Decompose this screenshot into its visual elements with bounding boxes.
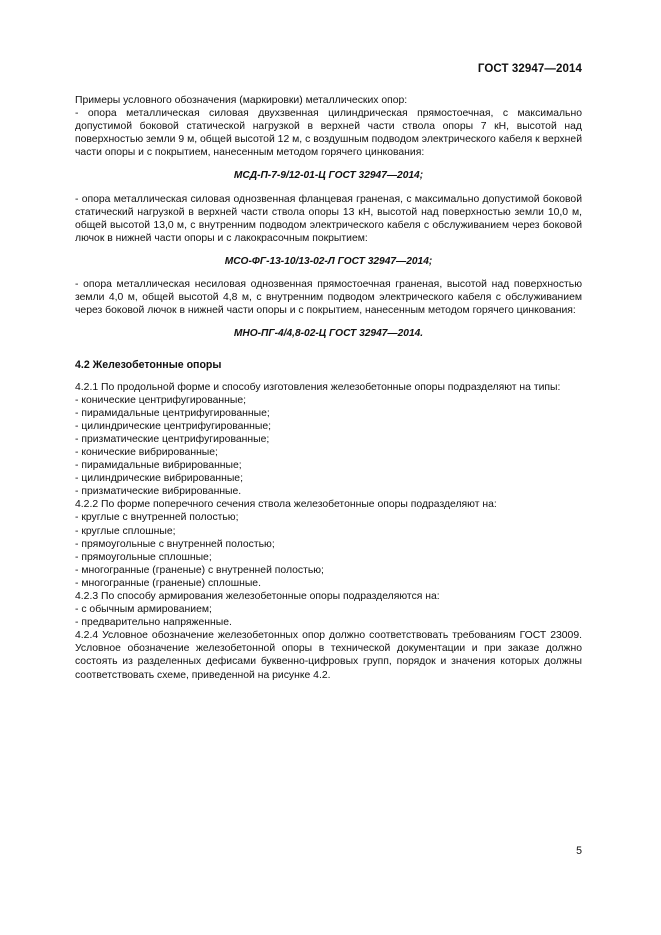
list-item: - многогранные (граненые) с внутренней полостью; — [75, 564, 324, 576]
paragraph-4-2-2: 4.2.2 По форме поперечного сечения ствола железобетонные опоры подразделяют на: — [75, 499, 497, 511]
body-text — [75, 94, 582, 682]
types-list — [75, 394, 582, 499]
paragraph-4-2-4: 4.2.4 Условное обозначение железобетонных опор должно соответствовать требованиям ГОСТ 23009. Условное обозначение железобетонной опоры в технической документации и при заказе должно состоять из разделенных дефисами буквенно-цифровых групп, порядок и значения которых должны соответствовать схеме, приведенной на рисунке 4.2. — [75, 630, 582, 681]
list-item: - цилиндрические вибрированные; — [75, 473, 243, 485]
list-item: - конические вибрированные; — [75, 446, 218, 458]
list-item: - призматические вибрированные. — [75, 486, 242, 498]
sections-list — [75, 511, 582, 590]
list-item: - предварительно напряженные. — [75, 617, 232, 629]
paragraph-4-2-1: 4.2.1 По продольной форме и способу изготовления железобетонные опоры подразделяют на типы: — [75, 381, 561, 393]
list-item: - с обычным армированием; — [75, 604, 212, 616]
list-item: - многогранные (граненые) сплошные. — [75, 577, 261, 589]
metal-example-2: - опора металлическая силовая однозвенная фланцевая граненая, с максимально допустимой боковой статический нагрузкой в верхней части ствола опоры 13 кН, высотой над поверхностью земли 10,0 м, общей высотой 13,0 м, с внутренним подводом электрического кабеля с обслуживанием через боковой лючок в нижней части опоры и с лакокрасочным покрытием: — [75, 193, 582, 244]
list-item: - пирамидальные вибрированные; — [75, 460, 242, 472]
metal-code-2: МСО-ФГ-13-10/13-02-Л ГОСТ 32947—2014; — [224, 255, 433, 267]
list-item: - цилиндрические центрифугированные; — [75, 420, 272, 432]
list-item: - круглые сплошные; — [75, 525, 176, 537]
page-number: 5 — [576, 845, 582, 857]
metal-example-1: - опора металлическая силовая двухзвенная цилиндрическая прямостоечная, с максимально допустимой боковой статической нагрузкой в верхней части ствола опоры 7 кН, высотой над поверхностью земли 9 м, общей высотой 12 м, с воздушным подводом электрического кабеля к верхней части опоры и с покрытием, нанесенным методом горячего цинкования: — [75, 108, 582, 159]
metal-intro: Примеры условного обозначения (маркировки) металлических опор: — [75, 95, 408, 106]
list-item: - прямоугольные сплошные; — [75, 551, 212, 563]
standard-code-header: ГОСТ 32947—2014 — [477, 63, 582, 75]
metal-code-1: МСД-П-7-9/12-01-Ц ГОСТ 32947—2014; — [233, 170, 424, 182]
metal-code-3: МНО-ПГ-4/4,8-02-Ц ГОСТ 32947—2014. — [233, 328, 424, 340]
section-title-4-2: 4.2 Железобетонные опоры — [75, 359, 222, 372]
list-item: - призматические центрифугированные; — [75, 433, 270, 445]
list-item: - прямоугольные с внутренней полостью; — [75, 538, 275, 550]
list-item: - конические центрифугированные; — [75, 394, 246, 406]
list-item: - пирамидальные центрифугированные; — [75, 407, 270, 419]
metal-example-3: - опора металлическая несиловая однозвенная прямостоечная граненая, высотой над поверхностью земли 4,0 м, общей высотой 4,8 м, с внутренним подводом электрического кабеля с обслуживанием через боковой лючок в нижней части опоры и с покрытием, нанесенным методом горячего цинкования: — [75, 279, 582, 317]
paragraph-4-2-3: 4.2.3 По способу армирования железобетонные опоры подразделяются на: — [75, 591, 440, 602]
reinforcement-list — [75, 603, 582, 629]
list-item: - круглые с внутренней полостью; — [75, 512, 239, 524]
